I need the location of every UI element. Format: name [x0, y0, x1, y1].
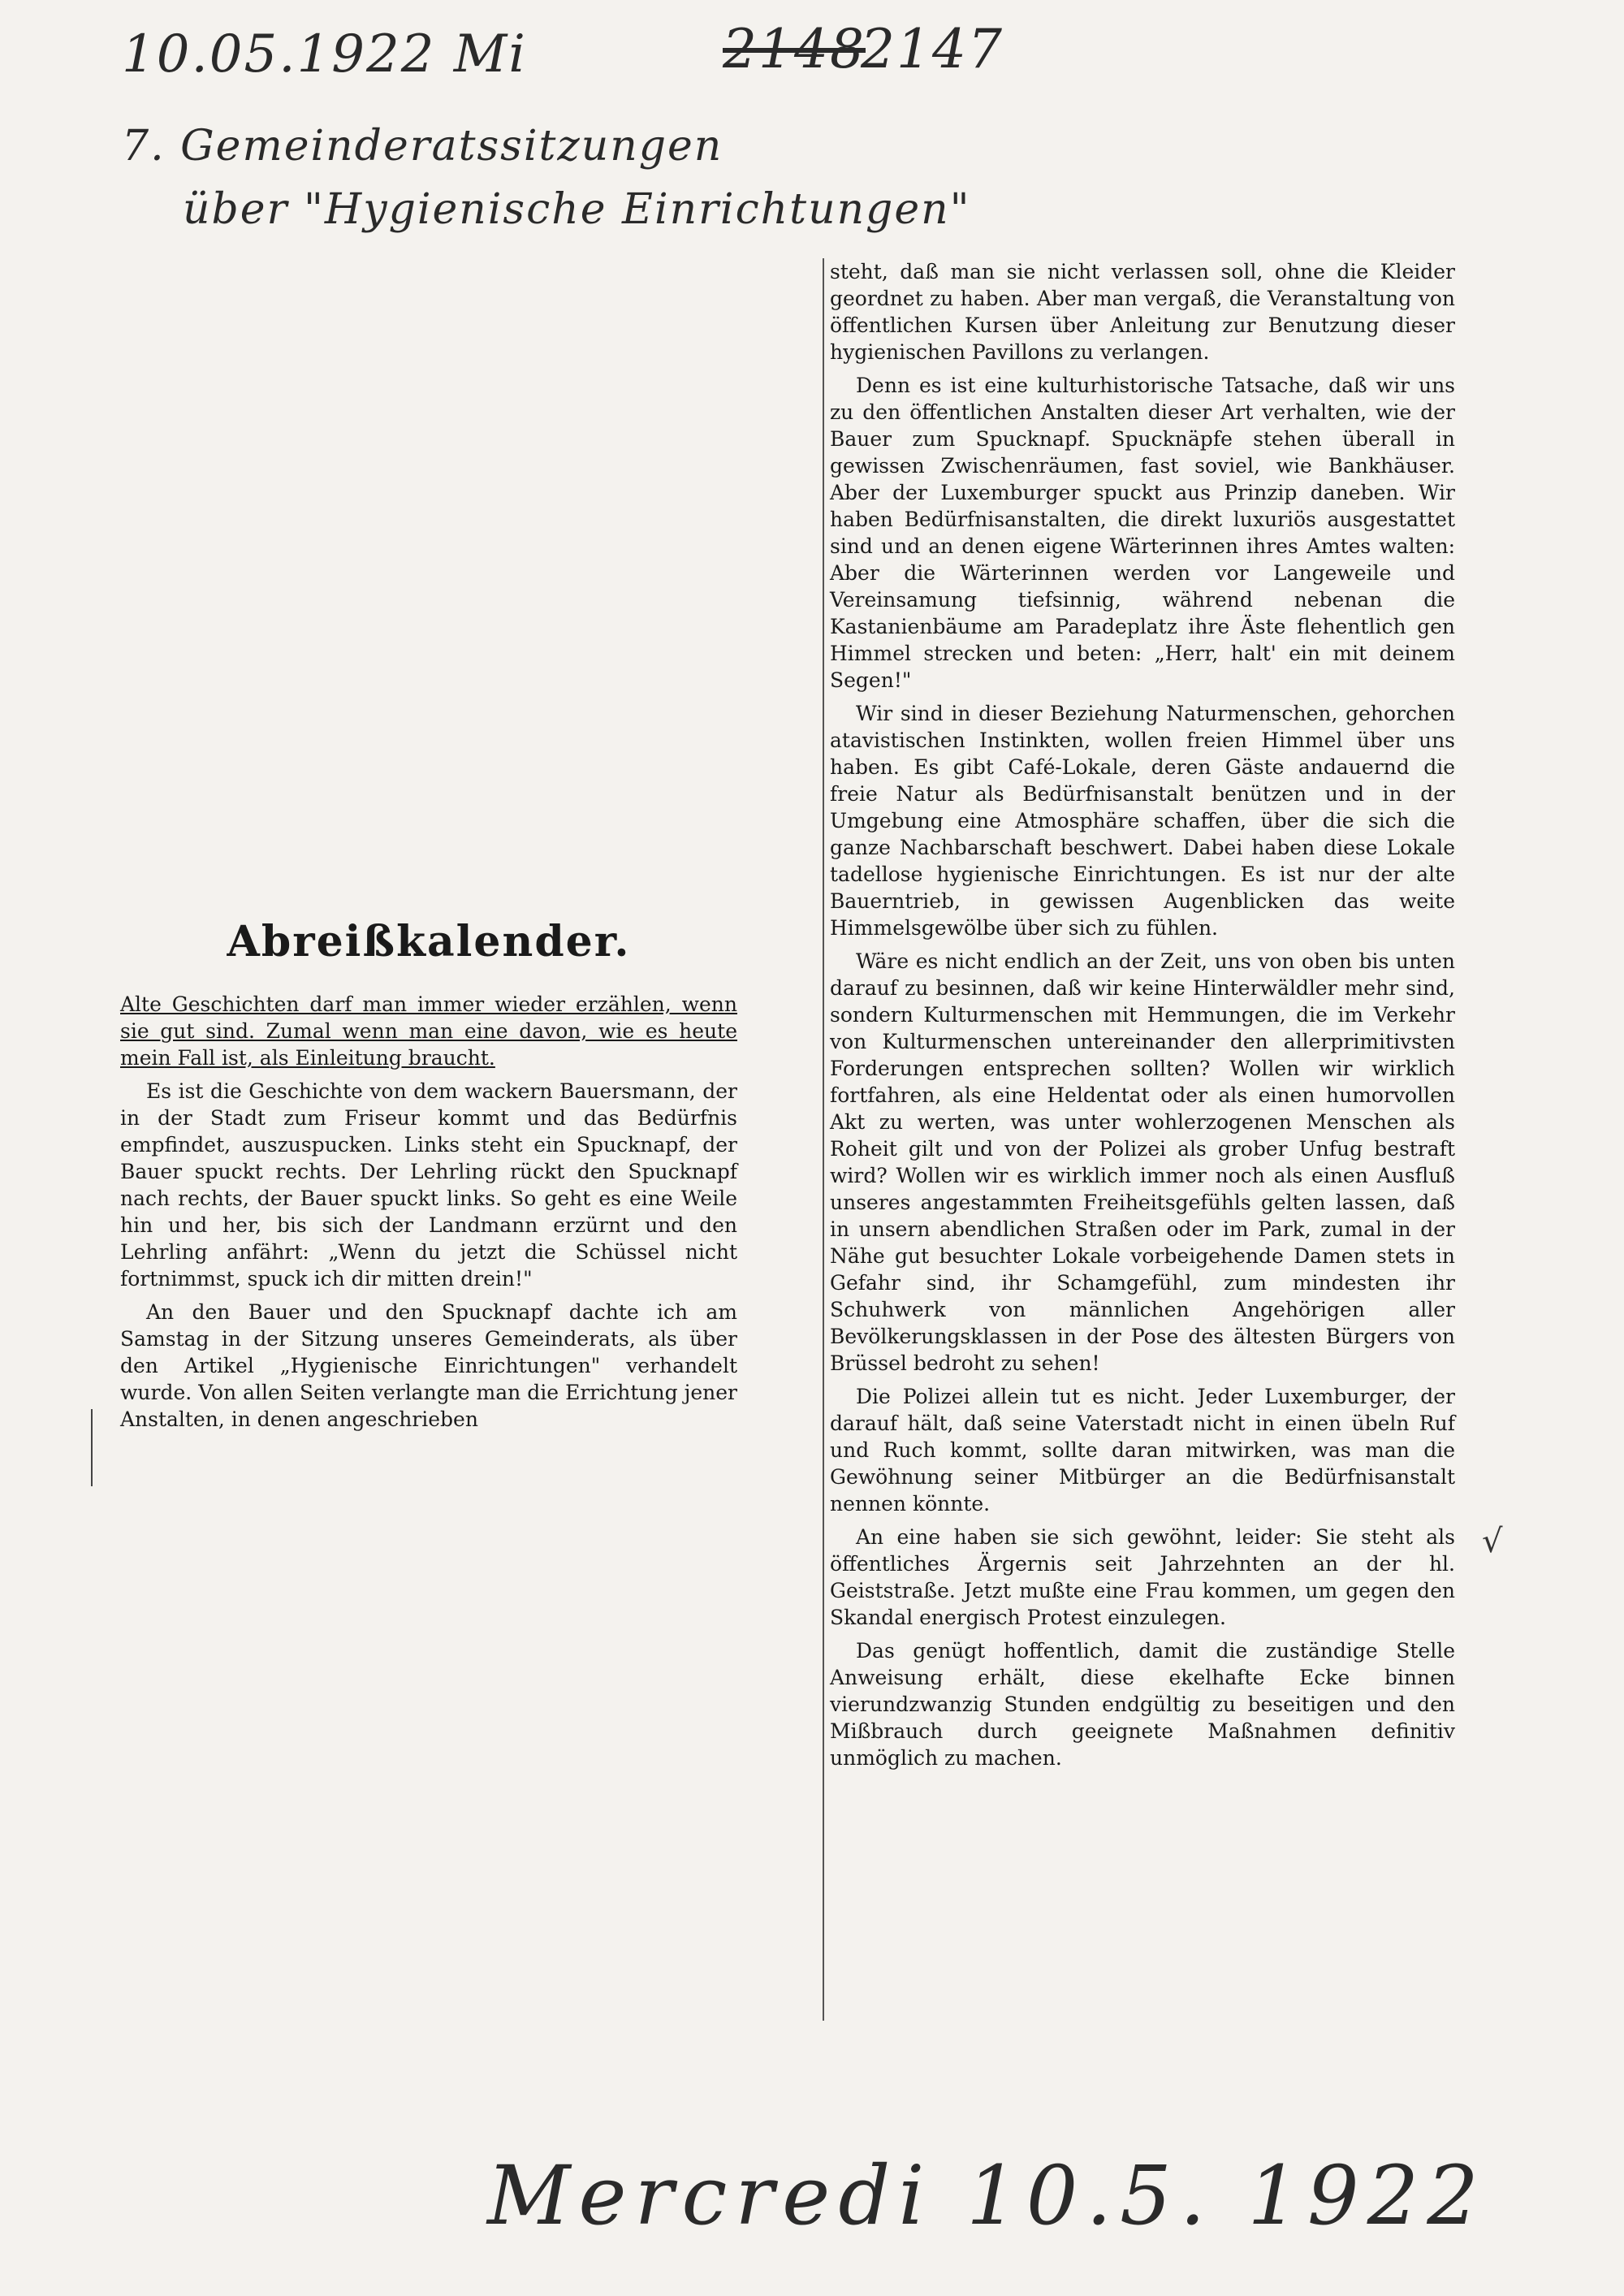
handwritten-note-line1: 7. Gemeinderatssitzungen — [122, 122, 723, 171]
article-paragraph: Wir sind in dieser Beziehung Naturmenschen, gehorchen atavistischen Instinkten, wollen freien Himmel über uns haben. Es gibt Café-Lokale, deren Gäste andauernd die freie Natur als Bedürfnisanstalt benützen und in der Umgebung eine Atmosphäre schaffen, über die sich die ganze Nachbarschaft beschwert. Dabei haben diese Lokale tadellose hygienische Einrichtungen. Es ist nur der alte Bauerntrieb, in gewissen Augenblicken das weite Himmelsgewölbe über sich zu fühlen. — [830, 702, 1455, 940]
article-headline: Abreißkalender. — [227, 917, 631, 966]
article-left-column — [120, 917, 737, 1439]
article-paragraph: Wäre es nicht endlich an der Zeit, uns von oben bis unten darauf zu besinnen, daß wir keine Hinterwäldler mehr sind, sondern Kulturmenschen mit Hemmungen, die im Verkehr von Kulturmenschen untereinander den allerprimitivsten Forderungen entsprechen sollten? Wollen wir wirklich fortfahren, als eine Heldentat oder als einen humorvollen Akt zu werten, was unter wohlerzogenen Menschen als Roheit gilt und von der Polizei als grober Unfug bestraft wird? Wollen wir es wirklich immer noch als einen Ausfluß unseres angestammten Freiheitsgefühls gelten lassen, daß in unsern abendlichen Straßen oder im Park, zumal in der Nähe gut besuchter Lokale vorbeigehende Damen stets in Gefahr sind, ihr Schamgefühl, zum mindesten ihr Schuhwerk von männlichen Angehörigen aller Bevölkerungsklassen in der Pose des ältesten Bürgers von Brüssel bedroht zu sehen! — [830, 949, 1455, 1375]
article-right-column — [830, 258, 1455, 1778]
article-paragraph: An eine haben sie sich gewöhnt, leider: Sie steht als öffentliches Ärgernis seit Jahrzehnten an der hl. Geiststraße. Jetzt mußte eine Frau kommen, um gegen den Skandal energisch Protest einzulegen. — [830, 1525, 1455, 1629]
article-paragraph: Das genügt hoffentlich, damit die zuständige Stelle Anweisung erhält, diese ekelhafte Ecke binnen vierundzwanzig Stunden endgültig zu beseitigen und den Mißbrauch durch geeignete Maßnahmen definitiv unmöglich zu machen. — [830, 1639, 1455, 1770]
handwritten-number-struck: 2148 — [723, 18, 866, 80]
article-paragraph: steht, daß man sie nicht verlassen soll, ohne die Kleider geordnet zu haben. Aber man vergaß, die Veranstaltung von öffentlichen Kursen über Anleitung zur Benutzung dieser hygienischen Pavillons zu verlangen. — [830, 260, 1455, 364]
handwritten-date-top: 10.05.1922 Mi — [122, 24, 527, 84]
handwritten-number: 2147 — [861, 18, 1004, 80]
column-rule — [823, 258, 824, 2021]
article-paragraph: Die Polizei allein tut es nicht. Jeder Luxemburger, der darauf hält, daß seine Vaterstadt nicht in einen übeln Ruf und Ruch kommt, sollte daran mitwirken, was man die Gewöhnung seiner Mitbürger an die Bedürfnisanstalt nennen könnte. — [830, 1385, 1455, 1516]
article-paragraph: An den Bauer und den Spucknapf dachte ich am Samstag in der Sitzung unseres Gemeinderats, als über den Artikel „Hygienische Einrichtungen" verhandelt wurde. Von allen Seiten verlangte man die Errichtung jener Anstalten, in denen angeschrieben — [120, 1300, 737, 1431]
article-paragraph: Es ist die Geschichte von dem wackern Bauersmann, der in der Stadt zum Friseur kommt und das Bedürfnis empfindet, auszuspucken. Links steht ein Spucknapf, der Bauer spuckt rechts. Der Lehrling rückt den Spucknapf nach rechts, der Bauer spuckt links. So geht es eine Weile hin und her, bis sich der Landmann erzürnt und den Lehrling anfährt: „Wenn du jetzt die Schüssel nicht fortnimmst, spuck ich dir mitten drein!" — [120, 1079, 737, 1291]
handwritten-note-line2: über "Hygienische Einrichtungen" — [183, 185, 971, 234]
handwritten-date-bottom: Mercredi 10.5. 1922 — [487, 2148, 1487, 2243]
article-paragraph: Denn es ist eine kulturhistorische Tatsache, daß wir uns zu den öffentlichen Anstalten dieser Art verhalten, wie der Bauer zum Spucknapf. Spucknäpfe stehen überall in gewissen Zwischenräumen, fast soviel, wie Bankhäuser. Aber der Luxemburger spuckt aus Prinzip daneben. Wir haben Bedürfnisanstalten, die direkt luxuriös ausgestattet sind und an denen eigene Wärterinnen ihres Amtes walten: Aber die Wärterinnen werden vor Langeweile und Vereinsamung tiefsinnig, während nebenan die Kastanienbäume am Paradeplatz ihre Äste flehentlich gen Himmel strecken und beten: „Herr, halt' ein mit deinem Segen!" — [830, 374, 1455, 692]
article-paragraph: Alte Geschichten darf man immer wieder erzählen, wenn sie gut sind. Zumal wenn man eine davon, wie es heute mein Fall ist, als Einleitung braucht. — [120, 992, 737, 1070]
check-mark-icon: √ — [1482, 1523, 1503, 1560]
margin-mark-left — [91, 1409, 93, 1486]
